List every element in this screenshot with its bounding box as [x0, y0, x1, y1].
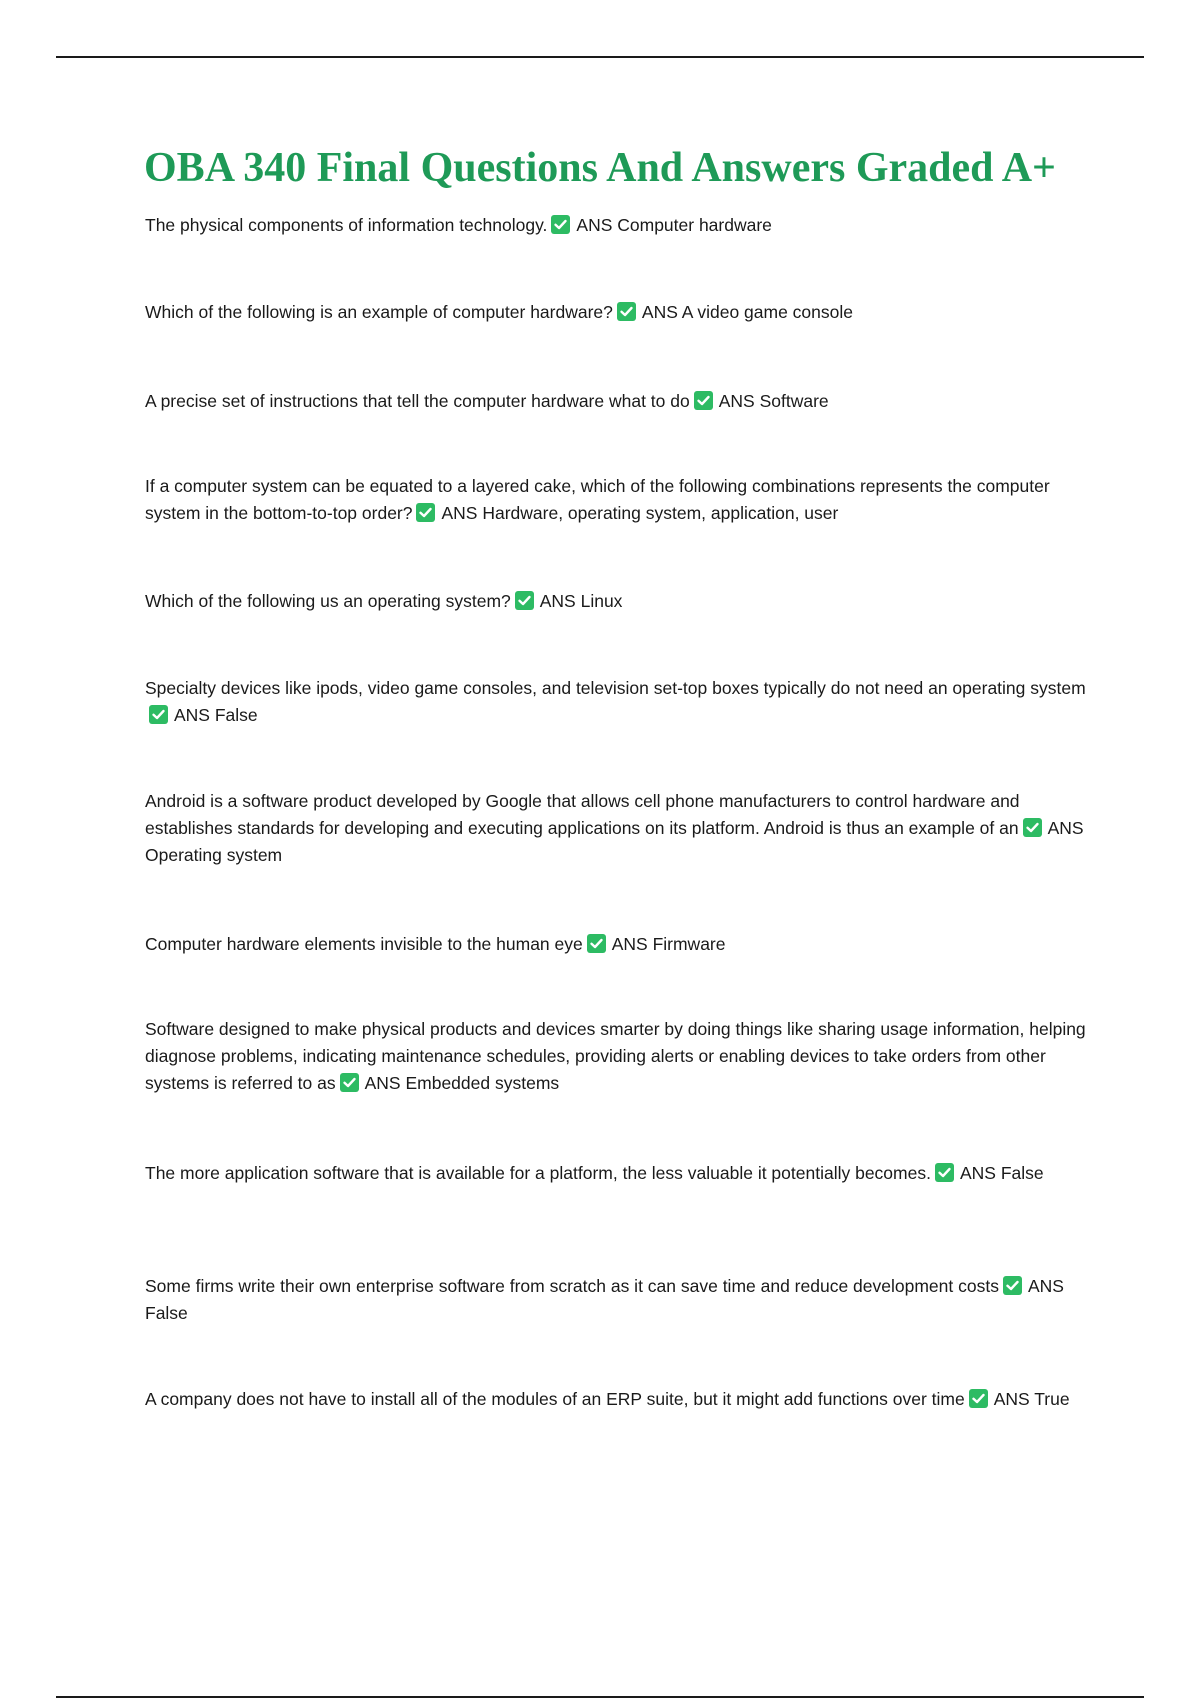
- answer-text: ANS Linux: [539, 591, 623, 611]
- answer-text: ANS True: [993, 1389, 1070, 1409]
- question-text: Specialty devices like ipods, video game consoles, and television set-top boxes typically do not need an operating system: [145, 678, 1086, 698]
- qa-item: [145, 675, 1090, 729]
- bottom-rule: [56, 1696, 1144, 1698]
- check-icon: [935, 1163, 954, 1182]
- qa-item: [145, 473, 1090, 527]
- check-icon: [340, 1073, 359, 1092]
- qa-item: [145, 1016, 1090, 1097]
- answer-text: ANS Operating system: [145, 818, 1084, 865]
- question-text: The physical components of information technology.: [145, 215, 548, 235]
- check-icon: [1023, 818, 1042, 837]
- question-text: A company does not have to install all of the modules of an ERP suite, but it might add functions over time: [145, 1389, 965, 1409]
- answer-text: ANS Embedded systems: [364, 1073, 560, 1093]
- question-text: If a computer system can be equated to a layered cake, which of the following combinations represents the computer system in the bottom-to-top order?: [145, 476, 1050, 523]
- answer-text: ANS False: [959, 1163, 1044, 1183]
- check-icon: [587, 934, 606, 953]
- check-icon: [149, 705, 168, 724]
- check-icon: [1003, 1276, 1022, 1295]
- qa-item: [145, 931, 1090, 958]
- answer-text: ANS Firmware: [611, 934, 726, 954]
- answer-text: ANS Hardware, operating system, application, user: [441, 503, 839, 523]
- qa-item: [145, 588, 1090, 615]
- check-icon: [969, 1389, 988, 1408]
- check-icon: [694, 391, 713, 410]
- answer-text: ANS A video game console: [641, 302, 853, 322]
- question-text: Which of the following is an example of computer hardware?: [145, 302, 613, 322]
- question-text: Computer hardware elements invisible to the human eye: [145, 934, 583, 954]
- answer-text: ANS Computer hardware: [576, 215, 772, 235]
- qa-item: [145, 788, 1090, 869]
- check-icon: [515, 591, 534, 610]
- top-rule: [56, 56, 1144, 58]
- answer-text: ANS False: [174, 705, 258, 725]
- qa-item: [145, 388, 1090, 415]
- qa-item: [145, 1160, 1090, 1187]
- qa-item: [145, 299, 1090, 326]
- check-icon: [617, 302, 636, 321]
- question-text: Software designed to make physical products and devices smarter by doing things like sharing usage information, helping diagnose problems, indicating maintenance schedules, providing alerts or enabling devices to take orders from other systems is referred to as: [145, 1019, 1086, 1093]
- answer-text: ANS False: [145, 1276, 1064, 1323]
- question-text: Which of the following us an operating system?: [145, 591, 511, 611]
- document-title: OBA 340 Final Questions And Answers Graded A+: [144, 145, 1056, 191]
- qa-item: [145, 1386, 1090, 1413]
- question-text: Some firms write their own enterprise software from scratch as it can save time and reduce development costs: [145, 1276, 999, 1296]
- qa-item: [145, 1273, 1090, 1327]
- answer-text: ANS Software: [718, 391, 829, 411]
- check-icon: [551, 215, 570, 234]
- check-icon: [416, 503, 435, 522]
- qa-item: [145, 212, 1090, 239]
- question-text: The more application software that is available for a platform, the less valuable it potentially becomes.: [145, 1163, 931, 1183]
- question-text: A precise set of instructions that tell the computer hardware what to do: [145, 391, 690, 411]
- question-text: Android is a software product developed by Google that allows cell phone manufacturers to control hardware and establishes standards for developing and executing applications on its platform. Android is thus an example of an: [145, 791, 1020, 838]
